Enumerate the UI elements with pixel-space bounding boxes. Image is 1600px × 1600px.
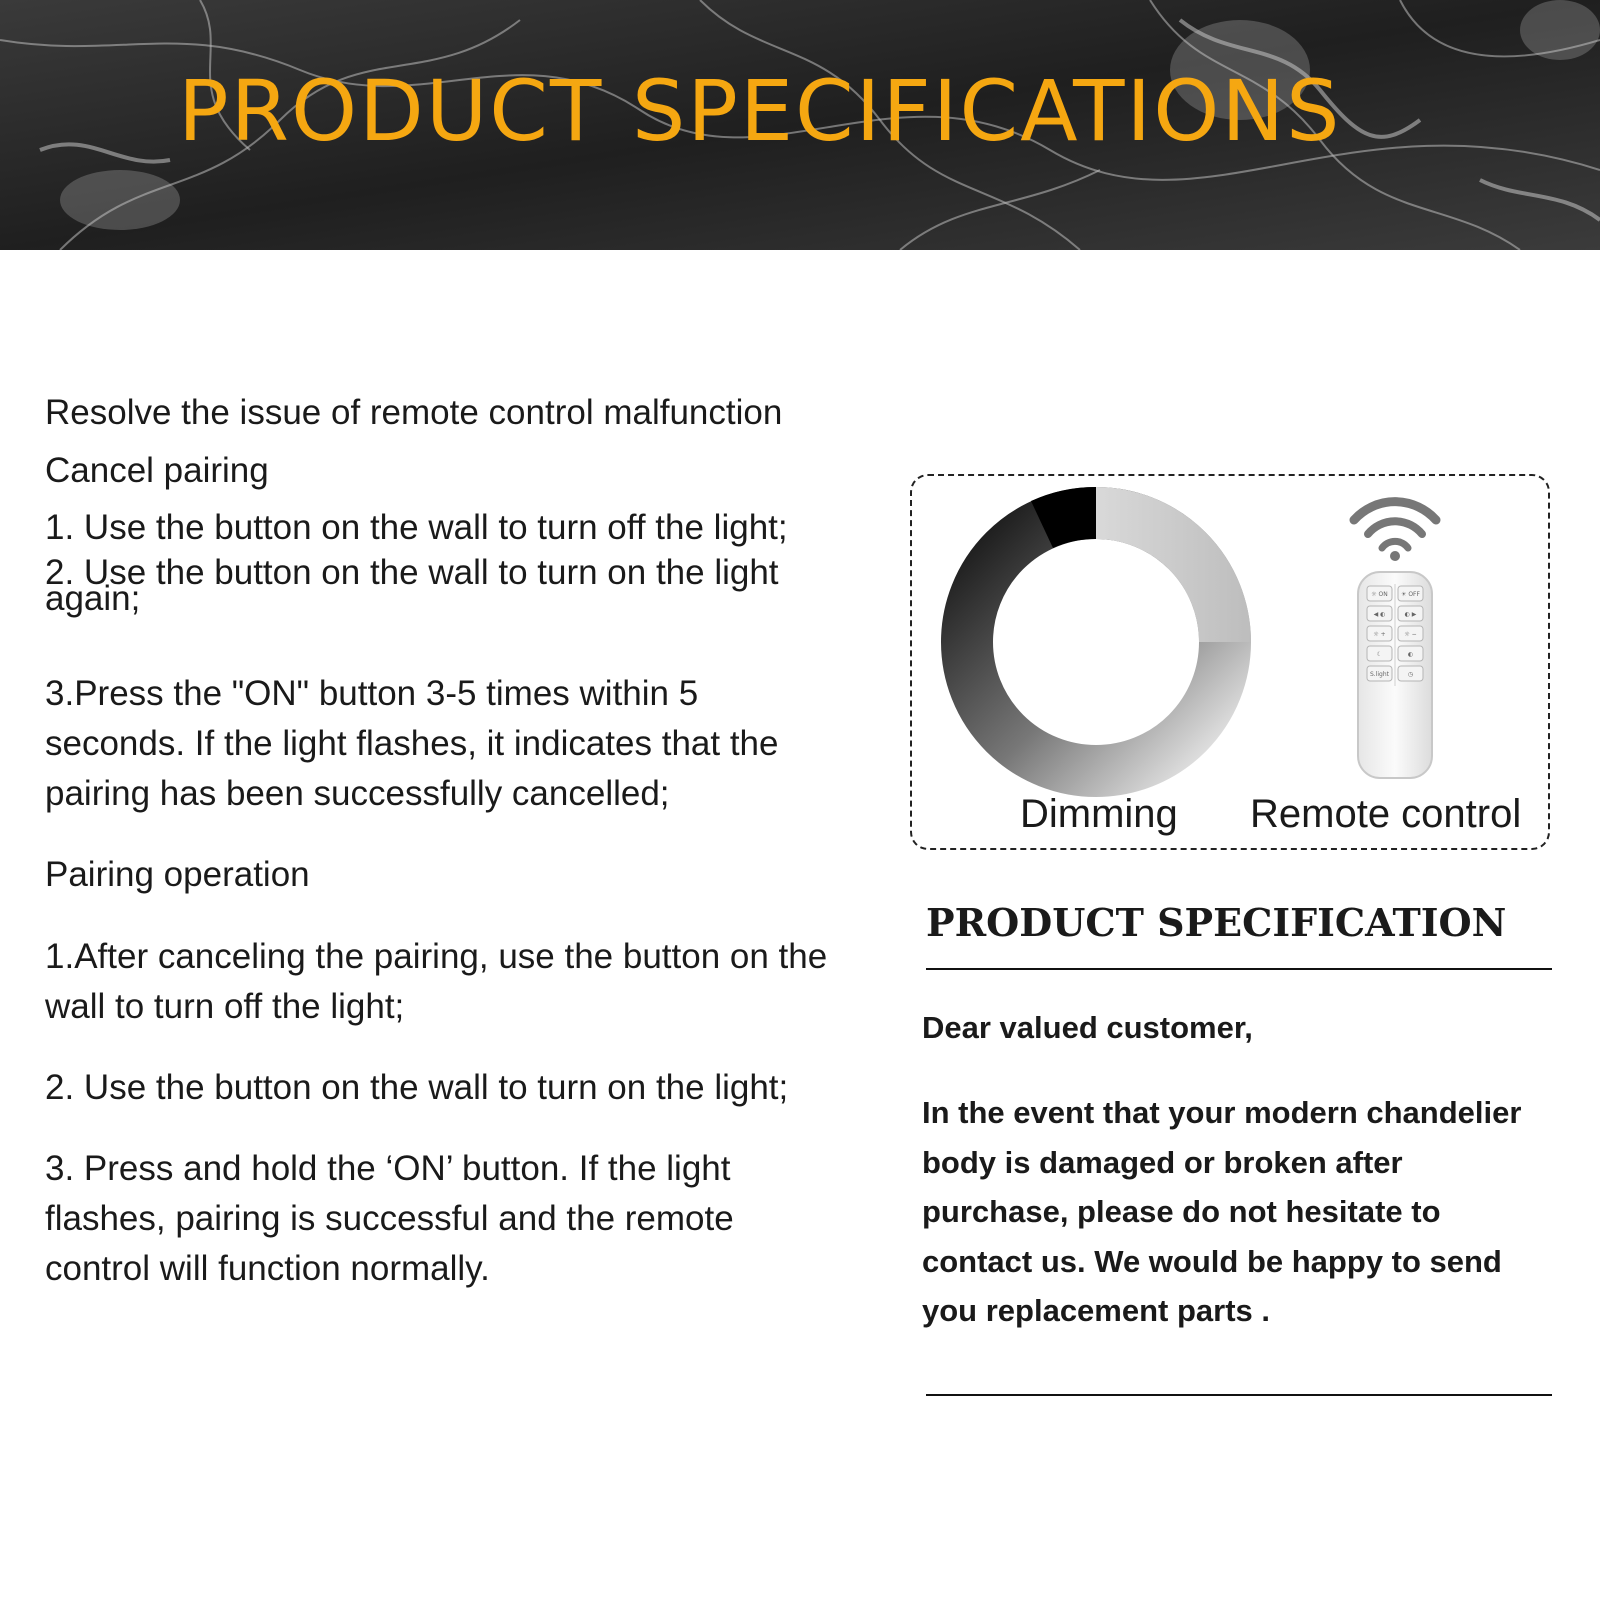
remote-control-label: Remote control bbox=[1250, 792, 1522, 836]
bottom-divider bbox=[926, 1394, 1552, 1396]
remote-btn-label: ☼ − bbox=[1404, 631, 1417, 638]
remote-btn-label: ☼ + bbox=[1373, 631, 1386, 638]
instructions-heading: Resolve the issue of remote control malfunction bbox=[45, 393, 783, 432]
specification-title: PRODUCT SPECIFICATION bbox=[926, 900, 1507, 945]
remote-control-icon bbox=[1358, 572, 1432, 778]
feature-card bbox=[910, 474, 1550, 850]
wifi-signal-icon bbox=[1354, 502, 1436, 561]
banner-title: PRODUCT SPECIFICATIONS bbox=[178, 62, 1342, 160]
pairing-step-2: 2. Use the button on the wall to turn on the light; bbox=[45, 1068, 789, 1107]
service-message: In the event that your modern chandelier body is damaged or broken after purchase, please do not hesitate to contact us. We would be happy to send you replacement parts . bbox=[922, 1095, 1522, 1329]
title-divider bbox=[926, 968, 1552, 970]
remote-btn-label: ◐ bbox=[1407, 651, 1414, 658]
remote-btn-label: ◐ ▶ bbox=[1404, 611, 1417, 618]
dimming-label: Dimming bbox=[1020, 792, 1178, 836]
cancel-step-1: 1. Use the button on the wall to turn off the light; bbox=[45, 508, 788, 547]
remote-btn-label: ☀ OFF bbox=[1401, 591, 1420, 598]
remote-btn-label: ◷ bbox=[1407, 671, 1414, 678]
remote-btn-label: S.light bbox=[1369, 671, 1390, 678]
pairing-step-3: 3. Press and hold the ‘ON’ button. If the light flashes, pairing is successful and the remote control will function normally. bbox=[45, 1149, 734, 1288]
cancel-step-2: 2. Use the button on the wall to turn on the light again; bbox=[45, 553, 779, 618]
pairing-operation-title: Pairing operation bbox=[45, 855, 310, 894]
remote-btn-label: ◀ ◐ bbox=[1373, 611, 1386, 618]
dimming-ring-icon bbox=[967, 487, 1251, 771]
remote-btn-label: ☼ ON bbox=[1371, 591, 1388, 598]
remote-btn-label: ☾ bbox=[1376, 651, 1383, 658]
cancel-step-3: 3.Press the "ON" button 3-5 times within 5 seconds. If the light flashes, it indicates that the pairing has been successfully cancelled; bbox=[45, 674, 779, 813]
pairing-step-1: 1.After canceling the pairing, use the button on the wall to turn off the light; bbox=[45, 937, 828, 1026]
header-banner bbox=[0, 0, 1600, 250]
greeting-text: Dear valued customer, bbox=[922, 1010, 1253, 1045]
cancel-pairing-title: Cancel pairing bbox=[45, 451, 269, 490]
